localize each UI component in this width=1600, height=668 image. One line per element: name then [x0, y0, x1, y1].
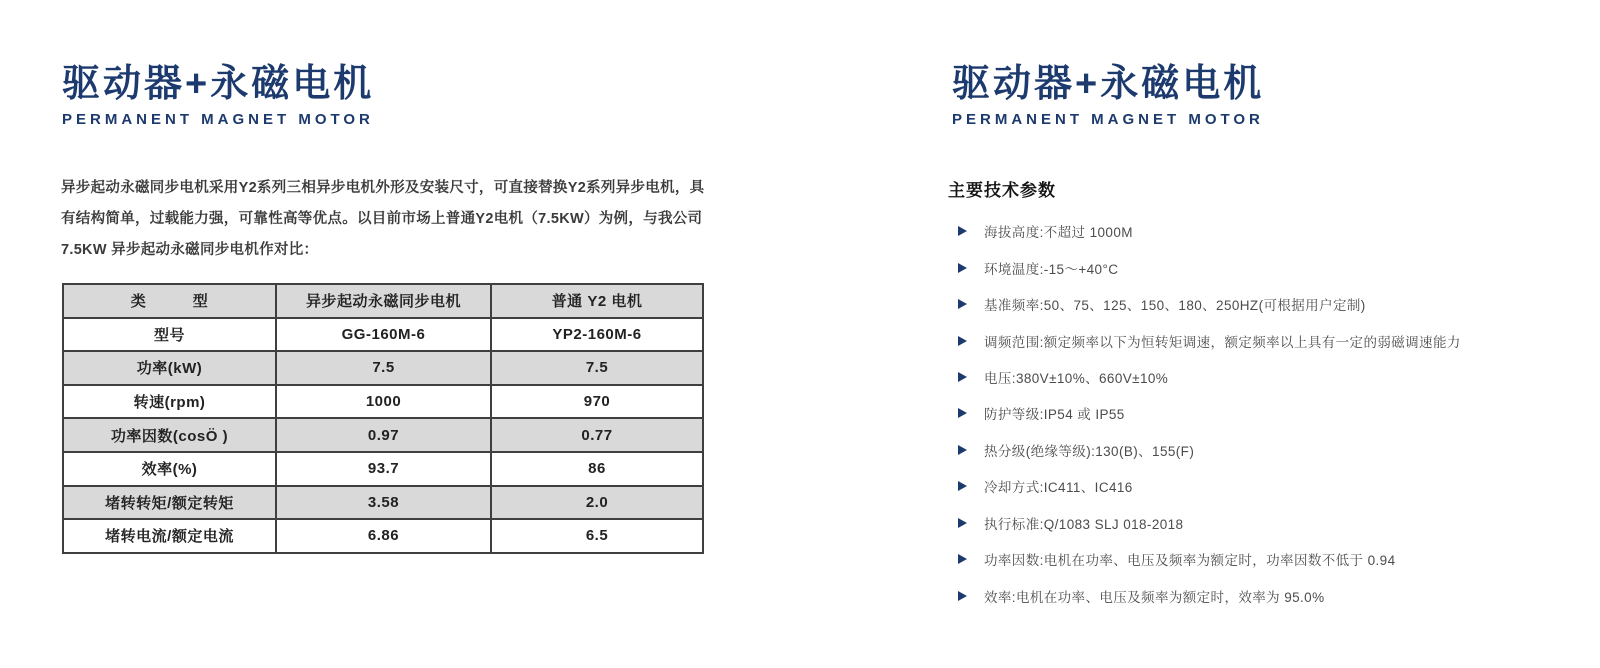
bullet-text: 环境温度:-15～+40°C — [984, 261, 1119, 277]
table-cell: 0.97 — [276, 418, 491, 452]
bullet-text: 海拔高度:不超过 1000M — [984, 225, 1133, 241]
intro-paragraph-line: 7.5KW 异步起动永磁同步电机作对比： — [61, 242, 319, 258]
bullet-arrow-icon — [958, 263, 967, 273]
table-cell: 1000 — [276, 385, 491, 419]
bullet-text: 防护等级:IP54 或 IP55 — [984, 407, 1125, 423]
bullet-arrow-icon — [958, 226, 967, 236]
intro-paragraph — [61, 173, 704, 266]
intro-paragraph-line: 异步起动永磁同步电机采用Y2系列三相异步电机外形及安装尺寸，可直接替换Y2系列异步电机，具 — [61, 180, 705, 196]
table-cell: 功率(kW) — [63, 351, 276, 385]
bullet-arrow-icon — [958, 336, 967, 346]
list-item — [958, 286, 1461, 322]
table-header-row — [63, 284, 703, 318]
bullet-arrow-icon — [958, 299, 967, 309]
tech-params-heading: 主要技术参数 — [948, 181, 1056, 200]
motor-comparison-table — [62, 283, 704, 554]
table-cell: 效率(%) — [63, 452, 276, 486]
table-cell: 堵转电流/额定电流 — [63, 519, 276, 553]
list-item — [958, 505, 1461, 541]
table-cell: 2.0 — [491, 486, 703, 520]
table-cell: YP2-160M-6 — [491, 318, 703, 352]
bullet-text: 电压:380V±10%、660V±10% — [984, 370, 1169, 386]
table-row — [63, 519, 703, 553]
bullet-text: 热分级(绝缘等级):130(B)、155(F) — [984, 443, 1195, 459]
list-item — [958, 577, 1461, 613]
left-title-block — [62, 64, 374, 128]
table-header-cell: 异步起动永磁同步电机 — [276, 284, 491, 318]
bullet-arrow-icon — [958, 372, 967, 382]
bullet-text: 基准频率:50、75、125、150、180、250HZ(可根据用户定制) — [984, 298, 1366, 314]
table-cell: GG-160M-6 — [276, 318, 491, 352]
bullet-arrow-icon — [958, 408, 967, 418]
table-cell: 堵转转矩/额定转矩 — [63, 486, 276, 520]
table-cell: 0.77 — [491, 418, 703, 452]
list-item — [958, 432, 1461, 468]
table-row — [63, 385, 703, 419]
bullet-arrow-icon — [958, 481, 967, 491]
bullet-text: 效率:电机在功率、电压及频率为额定时，效率为 95.0% — [984, 589, 1325, 605]
right-page-title: 驱动器+永磁电机 — [952, 63, 1265, 105]
table-cell: 7.5 — [276, 351, 491, 385]
table-cell: 86 — [491, 452, 703, 486]
left-page-title: 驱动器+永磁电机 — [62, 63, 375, 105]
table-header-cell: 类 型 — [63, 284, 276, 318]
bullet-arrow-icon — [958, 554, 967, 564]
list-item — [958, 468, 1461, 504]
list-item — [958, 213, 1461, 249]
right-title-block — [952, 64, 1264, 128]
right-page-subtitle: PERMANENT MAGNET MOTOR — [952, 110, 1264, 128]
table-cell: 7.5 — [491, 351, 703, 385]
bullet-arrow-icon — [958, 518, 967, 528]
table-row — [63, 318, 703, 352]
list-item — [958, 322, 1461, 358]
table-cell: 6.86 — [276, 519, 491, 553]
table-cell: 转速(rpm) — [63, 385, 276, 419]
table-row — [63, 351, 703, 385]
table-cell: 6.5 — [491, 519, 703, 553]
table-cell: 型号 — [63, 318, 276, 352]
table-header-cell: 普通 Y2 电机 — [491, 284, 703, 318]
bullet-text: 调频范围:额定频率以下为恒转矩调速，额定频率以上具有一定的弱磁调速能力 — [984, 334, 1461, 350]
bullet-text: 执行标准:Q/1083 SLJ 018-2018 — [984, 516, 1184, 532]
table-cell: 93.7 — [276, 452, 491, 486]
table-cell: 3.58 — [276, 486, 491, 520]
list-item — [958, 541, 1461, 577]
table-row — [63, 486, 703, 520]
list-item — [958, 249, 1461, 285]
intro-paragraph-line: 有结构简单，过载能力强，可靠性高等优点。以目前市场上普通Y2电机（7.5KW）为例，与我公司 — [61, 211, 703, 227]
list-item — [958, 395, 1461, 431]
bullet-arrow-icon — [958, 445, 967, 455]
table-row — [63, 418, 703, 452]
table-cell: 970 — [491, 385, 703, 419]
bullet-text: 功率因数:电机在功率、电压及频率为额定时，功率因数不低于 0.94 — [984, 553, 1396, 569]
bullet-text: 冷却方式:IC411、IC416 — [984, 480, 1133, 496]
list-item — [958, 359, 1461, 395]
left-page-subtitle: PERMANENT MAGNET MOTOR — [62, 110, 374, 128]
table-row — [63, 452, 703, 486]
tech-params-list — [958, 213, 1461, 614]
table-cell: 功率因数(cosÖ ) — [63, 418, 276, 452]
bullet-arrow-icon — [958, 591, 967, 601]
